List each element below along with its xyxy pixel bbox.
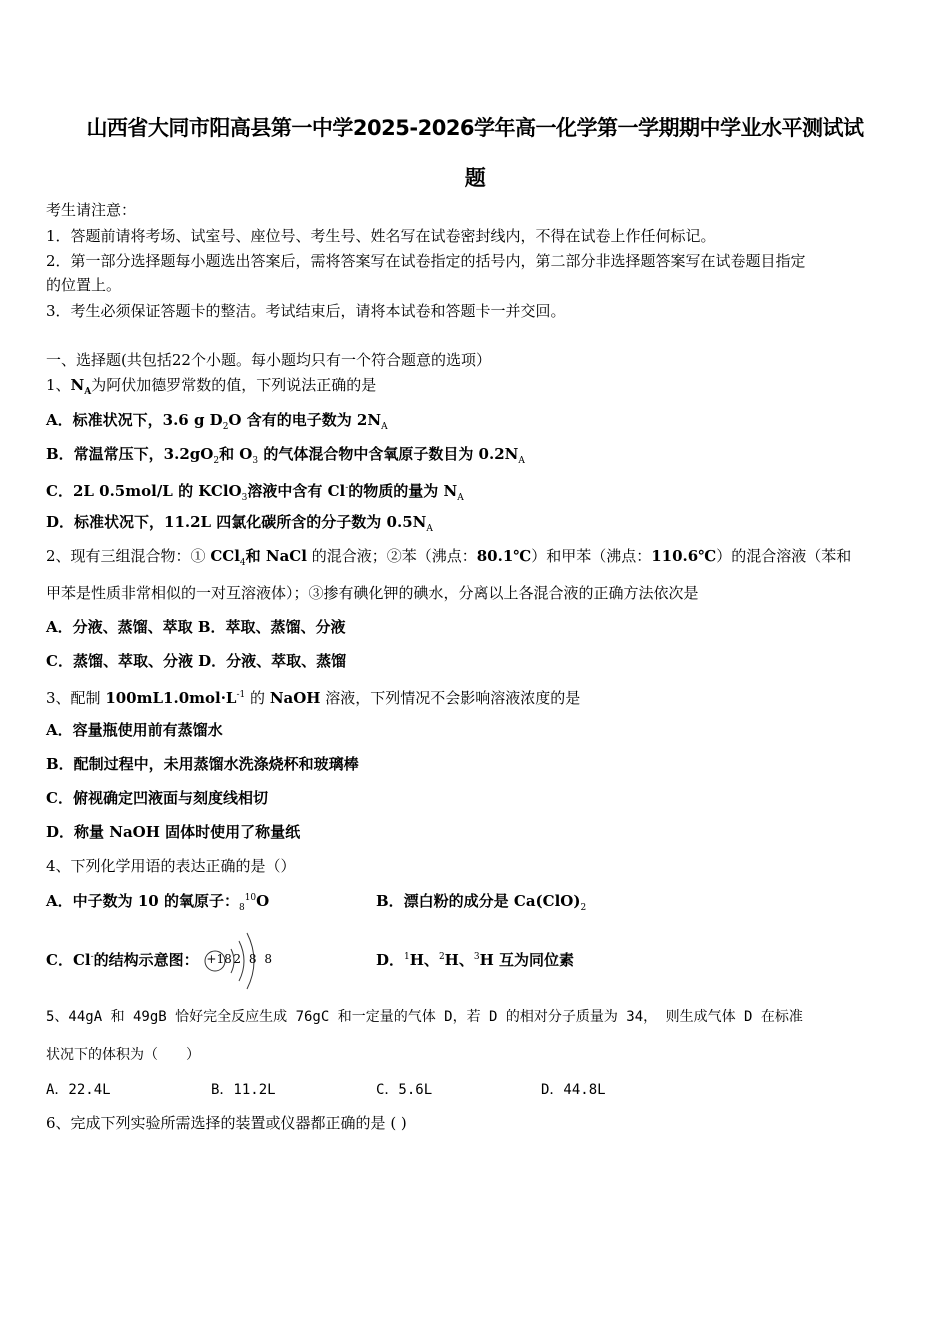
text-segment: B．配制过程中，未用蒸馏水洗涤烧杯和玻璃棒 [46, 755, 359, 773]
q5-stem-cont [46, 1045, 200, 1065]
text-segment: 2、现有三组混合物：① [46, 547, 211, 565]
q5-stem [46, 1007, 803, 1027]
text-segment: O [256, 892, 270, 910]
text-segment: - [90, 952, 94, 962]
text-segment: 4 [239, 558, 246, 568]
text-segment: 1、 [46, 376, 71, 394]
text-segment: C．Cl [46, 951, 91, 969]
text-segment: 的物质的量为 N [348, 482, 458, 500]
q4-option-c-text [46, 951, 199, 969]
text-segment: 2 [438, 952, 445, 962]
q3-option-a [46, 720, 223, 740]
text-segment: A．分液、蒸馏、萃取 B．萃取、蒸馏、分液 [46, 618, 346, 636]
text-segment: A [426, 524, 433, 534]
q2-stem-cont [46, 583, 699, 603]
q6-stem [46, 1113, 407, 1133]
text-segment: 3、配制 [46, 689, 106, 707]
text-segment: D． [376, 951, 405, 969]
text-segment: - [345, 483, 349, 493]
q3-option-d [46, 822, 300, 842]
text-segment: H 互为同位素 [479, 951, 574, 969]
atom-structure-diagram [203, 951, 274, 971]
text-segment: C．2L 0.5mol/L 的 KClO [46, 482, 242, 500]
q5-option-d: D．44.8L [541, 1082, 606, 1098]
notice-heading: 考生请注意： [46, 201, 137, 219]
text-segment: 的 [245, 689, 270, 707]
q1-option-b [46, 444, 525, 471]
text-segment: 10 [244, 893, 257, 903]
text-segment: 2 [580, 903, 587, 913]
text-segment: 的气体混合物中含氧原子数目为 0.2N [258, 445, 519, 463]
text-segment: D．称量 NaOH 固体时使用了称量纸 [46, 823, 301, 841]
text-segment: 甲苯是性质非常相似的一对互溶液体）；③掺有碘化钾的碘水，分离以上各混合液的正确方法依次是 [46, 584, 699, 602]
text-segment: 5、44gA 和 49gB 恰好完全反应生成 76gC 和一定量的气体 D，若 D 的相对分子质量为 34， 则生成气体 D 在标准 [46, 1009, 803, 1025]
notice-item: 2．第一部分选择题每小题选出答案后，需将答案写在试卷指定的括号内，第二部分非选择题答案写在试卷题目指定 [46, 252, 806, 270]
q4-option-d [376, 949, 574, 970]
notice-item: 1．答题前请将考场、试室号、座位号、考生号、姓名写在试卷密封线内，不得在试卷上作任何标记。 [46, 227, 716, 245]
text-segment: A [381, 422, 388, 432]
text-segment: A [84, 387, 92, 397]
text-segment: 状况下的体积为（ ） [46, 1047, 200, 1063]
text-segment: C．蒸馏、萃取、分液 D．分液、萃取、蒸馏 [46, 652, 347, 670]
text-segment: 8 [238, 903, 245, 913]
text-segment: O 含有的电子数为 2N [228, 411, 382, 429]
q3-option-b [46, 754, 359, 774]
q3-stem [46, 685, 580, 708]
text-segment: A．中子数为 10 的氧原子： [46, 892, 239, 910]
text-segment: NaOH [269, 689, 321, 707]
q2-options-cd [46, 651, 346, 671]
text-segment: 为阿伏加德罗常数的值，下列说法正确的是 [91, 376, 377, 394]
text-segment: C．俯视确定凹液面与刻度线相切 [46, 789, 268, 807]
q4-option-a [46, 890, 269, 913]
text-segment: -1 [236, 690, 246, 700]
notice-item: 3．考生必须保证答题卡的整洁。考试结束后，请将本试卷和答题卡一并交回。 [46, 302, 566, 320]
text-segment: 3.6 g D [162, 411, 223, 429]
q5-option-c: C．5.6L [376, 1082, 433, 1098]
text-segment: 1 [404, 952, 410, 962]
text-segment: 3 [473, 952, 480, 962]
q1-option-d [46, 512, 433, 539]
electron-shells: 2 8 8 [233, 952, 274, 966]
q1-stem [46, 375, 376, 402]
q2-stem [46, 546, 851, 573]
q1-option-a [46, 410, 388, 437]
text-segment: 2 [213, 456, 220, 466]
notice-item: 的位置上。 [46, 276, 122, 294]
text-segment: 2 [222, 422, 229, 432]
text-segment: ）的混合溶液（苯和 [716, 547, 852, 565]
text-segment: 4、下列化学用语的表达正确的是（） [46, 857, 296, 875]
text-segment: H、 [409, 951, 439, 969]
text-segment: 3 [241, 493, 248, 503]
text-segment: A [518, 456, 525, 466]
text-segment: B．常温常压下，3.2gO [46, 445, 214, 463]
q1-option-c [46, 478, 464, 508]
text-segment: 100mL1.0mol·L [105, 689, 237, 707]
q4-option-b [376, 890, 586, 913]
text-segment: CCl [210, 547, 240, 565]
q5-option-b: B．11.2L [211, 1082, 276, 1098]
section-heading: 一、选择题(共包括22个小题。每小题均只有一个符合题意的选项） [46, 351, 491, 369]
q4-option-c [46, 949, 274, 971]
text-segment: ）和甲苯（沸点： [531, 547, 652, 565]
text-segment: 和 O [219, 445, 253, 463]
q3-option-c [46, 788, 268, 808]
q4-stem [46, 856, 296, 876]
text-segment: D．标准状况下，11.2L 四氯化碳所含的分子数为 0.5N [46, 513, 427, 531]
exam-title-line2: 题 [464, 166, 486, 190]
text-segment: 6、完成下列实验所需选择的装置或仪器都正确的是 ( ) [46, 1114, 407, 1132]
q2-options-ab [46, 617, 346, 637]
text-segment: 的混合液；②苯（沸点： [306, 547, 477, 565]
text-segment: 80.1℃ [476, 547, 532, 565]
text-segment: 3 [252, 456, 259, 466]
text-segment: N [70, 376, 85, 394]
text-segment: 溶液，下列情况不会影响溶液浓度的是 [320, 689, 581, 707]
text-segment: H、 [444, 951, 474, 969]
text-segment: A [457, 493, 464, 503]
text-segment: 110.6℃ [651, 547, 717, 565]
text-segment: B．漂白粉的成分是 Ca(ClO) [376, 892, 581, 910]
text-segment: 的结构示意图： [93, 951, 199, 969]
text-segment: 和 NaCl [245, 547, 307, 565]
exam-title-line1: 山西省大同市阳高县第一中学2025-2026学年高一化学第一学期期中学业水平测试试 [86, 116, 864, 140]
q5-option-a: A．22.4L [46, 1082, 111, 1098]
text-segment: A．标准状况下， [46, 411, 163, 429]
nucleus-charge: +18 [206, 952, 232, 966]
text-segment: A．容量瓶使用前有蒸馏水 [46, 721, 223, 739]
text-segment: 溶液中含有 Cl [247, 482, 346, 500]
